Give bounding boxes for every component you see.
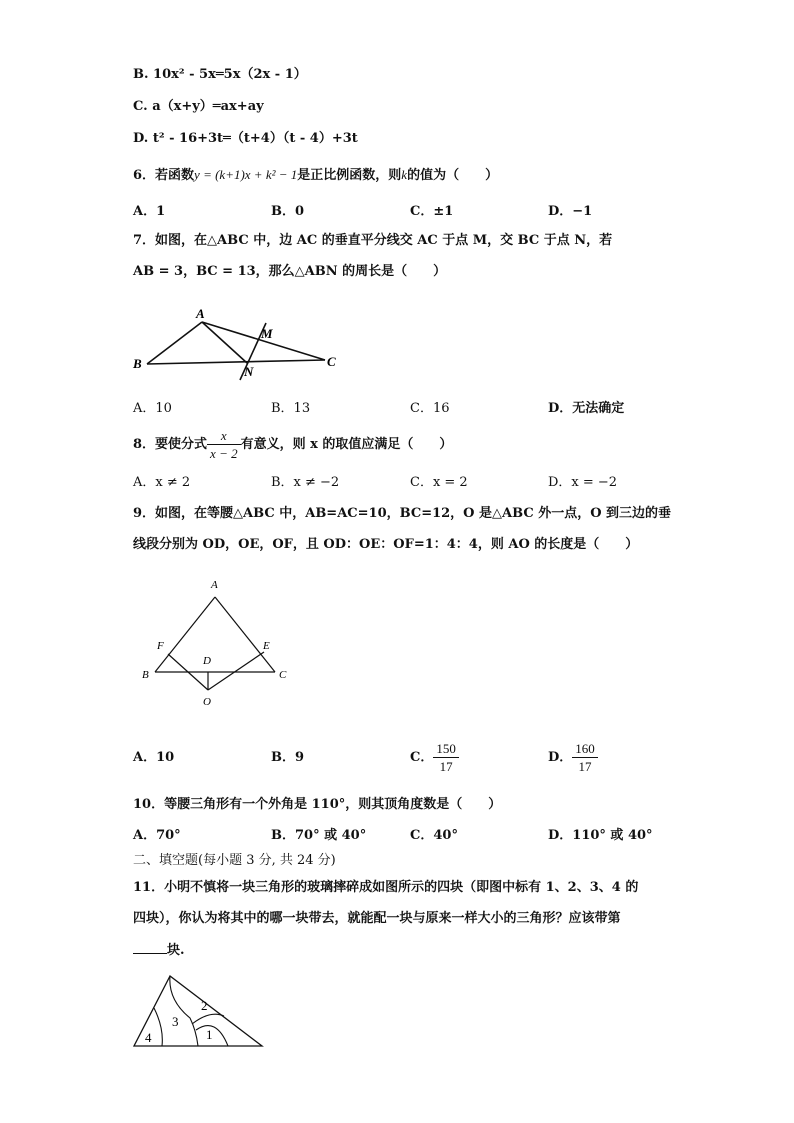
q7-segment-ab <box>147 322 202 364</box>
q7-option-b: B．13 <box>271 401 311 416</box>
q8-fraction: $\frac{x}{x - 2}$ <box>207 427 241 462</box>
q9-label-f: F <box>157 640 164 652</box>
q9-stem-line1: 9．如图，在等腰△ABC 中，AB=AC=10，BC=12，O 是△ABC 外一点，O 到三边的垂 <box>133 506 672 521</box>
q9-segment-oe <box>208 652 264 690</box>
q9-label-a: A <box>211 579 218 591</box>
q9-label-b: B <box>142 669 149 681</box>
q11-piece-label-4: 4 <box>145 1030 152 1045</box>
q7-stem-line2: AB = 3，BC = 13，那么△ABN 的周长是（ ） <box>133 264 447 279</box>
q9-option-d-fraction: $\frac{160}{17}$ <box>572 740 598 775</box>
q6-option-c: C．±1 <box>410 204 454 219</box>
q6-function-expression: y = (k+1)x + k² − 1 <box>194 167 298 182</box>
q11-piece-label-3: 3 <box>172 1014 179 1029</box>
q7-option-a: A．10 <box>133 401 172 416</box>
q9-label-c: C <box>279 669 287 681</box>
q8-stem: 8．要使分式 $\frac{x}{x - 2}$ 有意义，则 x 的取值应满足（ ） <box>133 428 453 461</box>
q9-option-b: B．9 <box>271 750 305 765</box>
q11-stem-line1: 11．小明不慎将一块三角形的玻璃摔碎成如图所示的四块（即图中标有 1、2、3、4 的 <box>133 880 639 895</box>
q8-option-a: A．x ≠ 2 <box>133 475 191 490</box>
q9-option-d: D． $\frac{160}{17}$ <box>548 738 598 778</box>
q6-option-b: B．0 <box>271 204 305 219</box>
q5-option-b-text: 10x² - 5x═5x（2x - 1） <box>153 67 307 82</box>
q7-label-c: C <box>327 354 336 369</box>
q7-label-m: M <box>261 326 273 341</box>
q9-option-c: C． $\frac{150}{17}$ <box>410 738 459 778</box>
q6-option-a: A．1 <box>133 204 166 219</box>
q6-option-d: D．−1 <box>548 204 593 219</box>
q9-segment-ac <box>215 597 275 672</box>
q7-segment-bc <box>147 360 325 364</box>
q7-option-d: D．无法确定 <box>548 401 625 416</box>
q10-option-d: D．110° 或 40° <box>548 828 653 843</box>
q9-option-a: A．10 <box>133 750 175 765</box>
q7-stem-line1: 7．如图，在△ABC 中，边 AC 的垂直平分线交 AC 于点 M，交 BC 于点 N，若 <box>133 233 613 248</box>
q5-option-d: D. t² - 16+3t═（t+4）（t - 4）+3t <box>133 131 358 146</box>
q9-option-c-fraction: $\frac{150}{17}$ <box>433 740 459 775</box>
q11-piece-label-1: 1 <box>206 1027 213 1042</box>
q11-crack-3 <box>192 1014 224 1024</box>
q9-stem-line2: 线段分别为 OD，OE，OF，且 OD：OE：OF=1：4：4，则 AO 的长度是（ ） <box>133 537 639 552</box>
q10-option-c: C．40° <box>410 828 458 843</box>
q9-triangle-figure <box>135 575 295 710</box>
q7-option-c: C．16 <box>410 401 450 416</box>
q6-stem: 6．若函数y = (k+1)x + k² − 1是正比例函数，则k的值为（ ） <box>133 167 499 183</box>
q11-answer-blank[interactable] <box>133 941 167 954</box>
q9-label-o: O <box>203 696 211 708</box>
q10-option-a: A．70° <box>133 828 181 843</box>
q10-option-b: B．70° 或 40° <box>271 828 367 843</box>
section-heading-fill-in: 二、填空题(每小题 3 分, 共 24 分) <box>133 853 336 868</box>
q8-option-d: D．x = −2 <box>548 475 618 490</box>
q8-option-b: B．x ≠ −2 <box>271 475 340 490</box>
q11-crack-1 <box>154 1008 162 1046</box>
q11-stem-line3: 块. <box>133 941 185 960</box>
q7-label-b: B <box>133 356 142 371</box>
q7-triangle-figure <box>130 300 350 385</box>
q5-option-b: B. 10x² - 5x═5x（2x - 1） <box>133 67 307 82</box>
q7-label-a: A <box>196 306 205 321</box>
q11-piece-label-2: 2 <box>201 998 208 1013</box>
q5-option-c-text: a（x+y）═ax+ay <box>152 99 264 114</box>
q11-stem-line2: 四块），你认为将其中的哪一块带去，就能配一块与原来一样大小的三角形？应该带第 <box>133 911 621 926</box>
q7-label-n: N <box>244 364 254 379</box>
q11-broken-triangle-figure <box>130 970 270 1052</box>
q5-option-c: C. a（x+y）═ax+ay <box>133 99 264 114</box>
q8-option-c: C．x = 2 <box>410 475 468 490</box>
q11-triangle-outline <box>134 976 262 1046</box>
q10-stem: 10．等腰三角形有一个外角是 110°，则其顶角度数是（ ） <box>133 797 502 812</box>
q5-option-d-text: t² - 16+3t═（t+4）（t - 4）+3t <box>152 131 358 146</box>
q9-label-e: E <box>263 640 270 652</box>
q9-label-d: D <box>203 655 211 667</box>
